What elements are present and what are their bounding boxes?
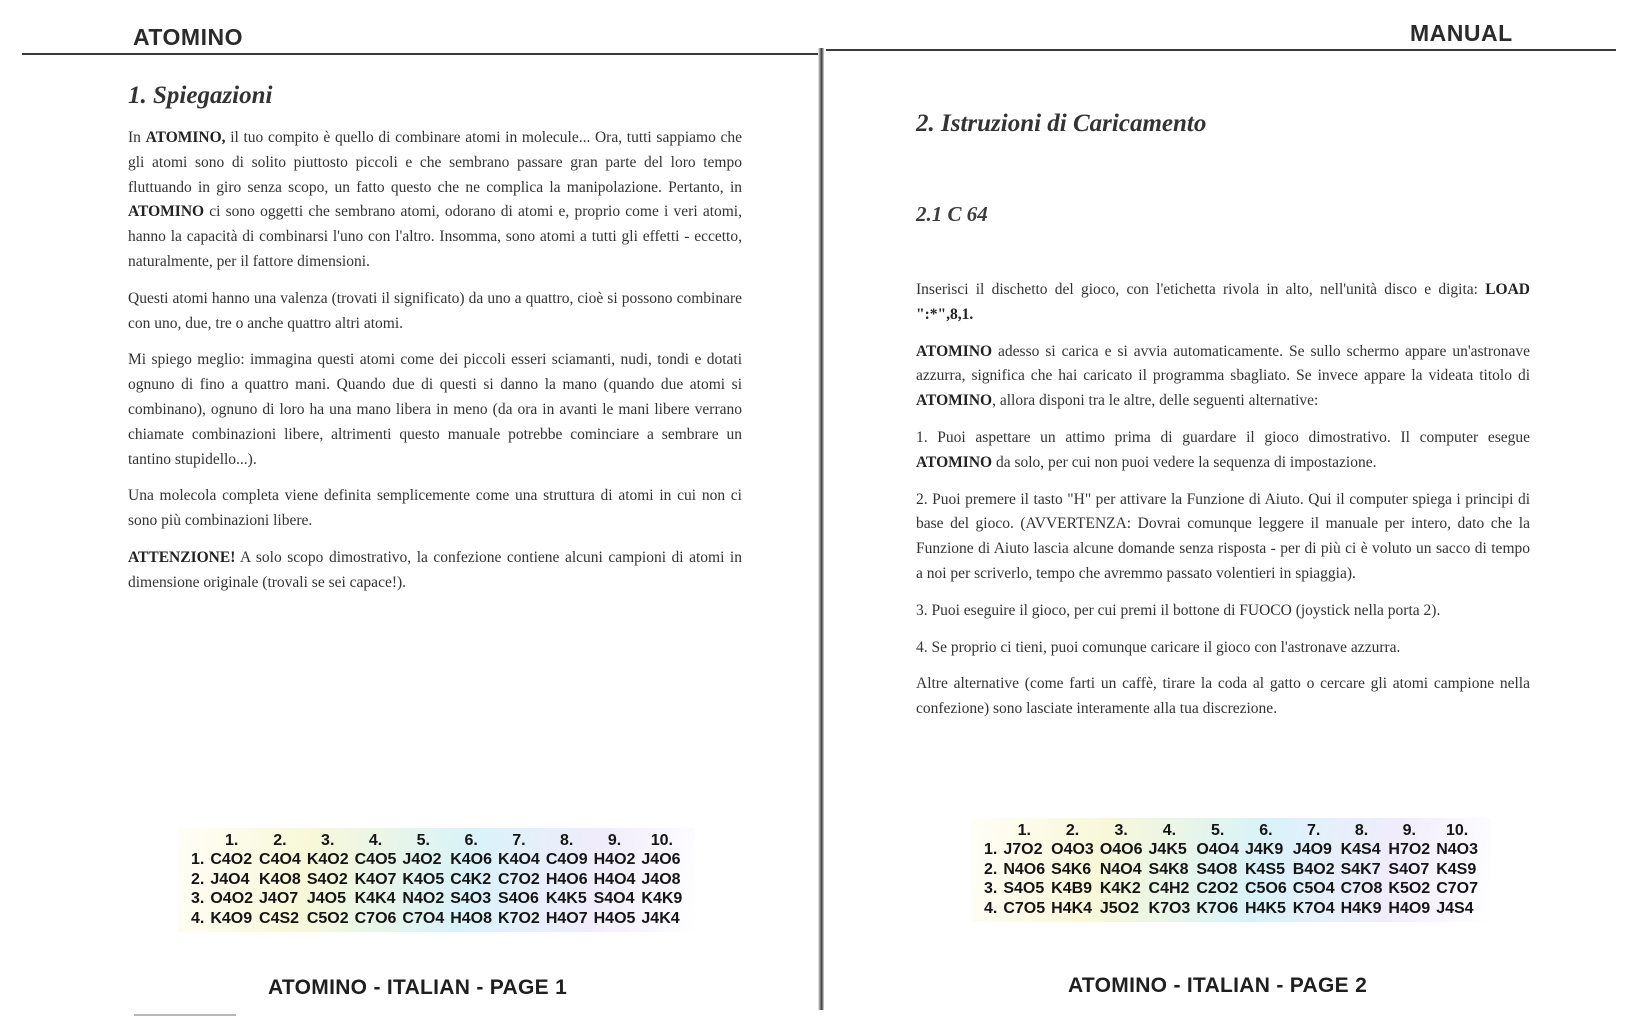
section-title-spiegazioni: 1. Spiegazioni <box>128 82 273 109</box>
code-table-cell: C7O6 <box>354 909 397 927</box>
code-table-cell: S4K7 <box>1340 860 1381 878</box>
code-table-cell: K4S4 <box>1340 841 1381 859</box>
header-rule-left <box>22 53 822 55</box>
paragraph <box>916 636 1530 661</box>
code-table-cell: S4O7 <box>1388 860 1430 878</box>
code-table-cell: H4O8 <box>450 909 493 927</box>
code-table-column-header: 10. <box>1445 821 1469 839</box>
code-table-cell: C4H2 <box>1148 880 1190 898</box>
code-table-row <box>188 851 685 871</box>
code-table-cell: C4O4 <box>259 851 301 869</box>
code-table-cell: S4K6 <box>1051 860 1092 878</box>
code-table-cell: H4O4 <box>593 870 636 888</box>
code-table-row <box>981 860 1481 880</box>
text-run: adesso si carica e si avvia automaticamente. Se sullo schermo appare un'astronave azzurra, significa che hai caricato il programma sbagliato. Se invece appare la videata titolo di <box>916 342 1530 385</box>
code-table-row <box>981 841 1481 861</box>
text-run: In <box>128 129 146 146</box>
paragraph <box>128 484 742 534</box>
page-header-left: ATOMINO <box>133 24 243 50</box>
code-table-column-header: 9. <box>1402 821 1416 839</box>
code-table-row-label: 2. <box>191 870 205 888</box>
code-table-column-header: 8. <box>560 831 574 849</box>
code-table-row-label: 3. <box>191 890 205 908</box>
code-table-cell: H4O2 <box>593 851 636 869</box>
code-table-cell: K4B9 <box>1051 880 1093 898</box>
code-table-cell: S4K8 <box>1148 860 1189 878</box>
text-run: 3. Puoi eseguire il gioco, per cui premi il bottone di FUOCO (joystick nella porta 2). <box>916 601 1441 619</box>
code-table-row <box>188 890 685 910</box>
code-table-cell: K5O2 <box>1388 880 1431 898</box>
code-table-cell: C4O5 <box>354 851 397 869</box>
code-table-row-label: 3. <box>984 880 998 898</box>
bold-text: ATTENZIONE! <box>128 548 236 566</box>
code-table-cell: H4O9 <box>1388 899 1431 917</box>
code-table-cell: J4O2 <box>402 851 442 869</box>
code-table-cell: J4K4 <box>641 909 680 927</box>
bold-text: LOAD ":*",8,1. <box>916 281 1530 323</box>
right-body-text <box>916 278 1530 734</box>
code-table-cell: S4O8 <box>1196 860 1238 878</box>
text-run: Inserisci il dischetto del gioco, con l'etichetta rivola in alto, nell'unità disco e digita: <box>916 281 1486 298</box>
code-table-header-row <box>981 821 1481 841</box>
code-table-cell: C4O9 <box>545 851 588 869</box>
code-table-cell: C7O7 <box>1436 880 1478 898</box>
code-table-column-header: 4. <box>368 831 383 849</box>
code-table-cell: H7O2 <box>1388 841 1431 859</box>
code-table-cell: H4O7 <box>545 909 588 927</box>
code-table-right <box>971 818 1491 922</box>
code-table-cell: J7O2 <box>1003 841 1043 859</box>
paragraph <box>916 340 1530 414</box>
bold-text: ATOMINO <box>916 453 993 471</box>
bold-text: ATOMINO, <box>145 129 226 146</box>
text-run: da solo, per cui non puoi vedere la sequenza di impostazione. <box>992 453 1377 471</box>
paragraph <box>128 126 742 275</box>
code-table-column-header: 9. <box>607 831 622 849</box>
code-table-cell: C4S2 <box>259 909 300 927</box>
code-table-cell: J4O6 <box>641 851 681 869</box>
code-table-cell: K4K4 <box>354 890 396 908</box>
code-table-cell: S4O5 <box>1003 880 1045 898</box>
code-table-cell: K7O6 <box>1196 899 1239 917</box>
text-run: 2. Puoi premere il tasto "H" per attivare la Funzione di Aiuto. Qui il computer spiega i principi di base del gioco. (AVVERTENZA: Dovrai comunque leggere il manuale per intero, dato che la Funzione di Aiuto lascia alcune domande senza risposta - per di più ci è voluto un sacco di tempo a noi per scriverlo, tempo che avremmo passato volentieri in spiaggia). <box>916 490 1530 582</box>
code-table-cell: H4O5 <box>593 909 636 927</box>
code-table-cell: K4S5 <box>1245 860 1286 878</box>
code-table-corner <box>981 821 1000 841</box>
code-table-cell: H4K5 <box>1245 899 1286 917</box>
code-table-cell: K4S9 <box>1436 860 1477 878</box>
code-table-column-header: 3. <box>1114 821 1128 839</box>
code-table-row <box>188 909 685 929</box>
paragraph <box>916 278 1530 328</box>
code-table-cell: J4K9 <box>1245 841 1284 859</box>
right-page <box>826 0 1630 1017</box>
code-table-row <box>981 880 1481 900</box>
code-table-row-label: 1. <box>984 841 998 859</box>
code-table-cell: J4O5 <box>306 890 346 908</box>
page-footer-left: ATOMINO - ITALIAN - PAGE 1 <box>268 976 568 999</box>
paragraph <box>916 426 1530 476</box>
code-table-cell: K7O2 <box>498 909 540 927</box>
code-table-column-header: 6. <box>1259 821 1273 839</box>
bold-text: ATOMINO <box>128 203 205 221</box>
code-table-row-label: 1. <box>191 851 205 869</box>
code-table-cell: C5O2 <box>306 909 349 927</box>
page-header-right: MANUAL <box>1410 20 1513 46</box>
code-table-cell: S4O6 <box>498 890 539 908</box>
code-table-cell: H4K4 <box>1051 899 1093 917</box>
code-table-cell: K7O4 <box>1292 899 1335 917</box>
code-table-row-label: 4. <box>191 909 205 927</box>
code-table-column-header: 5. <box>1210 821 1225 839</box>
code-table-row <box>188 870 685 890</box>
code-table-cell: K4O5 <box>402 870 445 888</box>
bold-text: ATOMINO <box>916 342 993 360</box>
code-table-row <box>981 899 1481 919</box>
code-table-cell: C7O4 <box>402 909 445 927</box>
code-table-cell: K4O9 <box>210 909 253 927</box>
page-footer-right: ATOMINO - ITALIAN - PAGE 2 <box>1068 974 1368 997</box>
code-table-cell: C5O6 <box>1245 880 1287 898</box>
paragraph <box>916 599 1530 624</box>
code-table-cell: C4O2 <box>210 851 253 869</box>
code-table-column-header: 7. <box>512 831 526 849</box>
code-table-cell: O4O6 <box>1099 841 1143 859</box>
paragraph <box>916 672 1530 722</box>
code-table-column-header: 1. <box>225 831 239 849</box>
code-table-cell: H4K9 <box>1340 899 1382 917</box>
code-table-corner <box>188 831 207 851</box>
code-table-column-header: 4. <box>1162 821 1177 839</box>
crop-mark <box>134 1014 236 1016</box>
text-run: 4. Se proprio ci tieni, puoi comunque caricare il gioco con l'astronave azzurra. <box>916 638 1401 656</box>
code-table-cell: N4O6 <box>1003 860 1046 878</box>
text-run: , allora disponi tra le altre, delle seguenti alternative: <box>992 392 1319 410</box>
paragraph <box>128 348 742 472</box>
code-table-column-header: 3. <box>321 831 335 849</box>
code-table-cell: S4O4 <box>593 890 635 908</box>
code-table-cell: N4O4 <box>1099 860 1142 878</box>
section-title-caricamento: 2. Istruzioni di Caricamento <box>916 110 1207 137</box>
code-table-cell: K7O3 <box>1148 899 1191 917</box>
text-run: 1. Puoi aspettare un attimo prima di guardare il gioco dimostrativo. Il computer esegue <box>916 428 1530 446</box>
code-table-cell: C7O5 <box>1003 899 1046 917</box>
paragraph <box>128 546 742 596</box>
code-table-cell: S4O3 <box>450 890 492 908</box>
code-table-row-label: 2. <box>984 860 998 878</box>
paragraph <box>916 488 1530 587</box>
code-table-cell: S4O2 <box>306 870 348 888</box>
book-spine <box>818 48 824 1010</box>
text-run: Una molecola completa viene definita semplicemente come una struttura di atomi in cui non ci sono più combinazioni libere. <box>128 487 742 530</box>
code-table-cell: O4O3 <box>1051 841 1094 859</box>
code-table-cell: C7O2 <box>498 870 540 888</box>
text-run: Questi atomi hanno una valenza (trovati il significato) da uno a quattro, cioè si possono combinare con uno, due, tre o anche quattro altri atomi. <box>128 289 742 332</box>
code-table-cell: C4K2 <box>450 870 492 888</box>
header-rule-right <box>826 49 1616 51</box>
code-table-cell: N4O3 <box>1436 841 1478 859</box>
code-table-column-header: 5. <box>416 831 430 849</box>
code-table-cell: J4O8 <box>641 870 681 888</box>
code-table-column-header: 2. <box>273 831 287 849</box>
text-run: Altre alternative (come farti un caffè, tirare la coda al gatto o cercare gli atomi campione nella confezione) sono lasciate interamente alla tua discrezione. <box>916 675 1530 718</box>
code-table-column-header: 2. <box>1065 821 1080 839</box>
code-table-cell: K4K5 <box>545 890 587 908</box>
code-table-left <box>178 828 695 932</box>
text-run: Mi spiego meglio: immagina questi atomi come dei piccoli esseri sciamanti, nudi, tondi e dotati ognuno di fino a quattro mani. Quando due di questi si danno la mano (quando due atomi si combinano), ognuno di loro ha una mano libera in meno (da ora in avanti le mani libere verrano chiamate combinazioni libere, altrimenti questo manuale potrebbe cominciare a sembrare un tantino stupidello...). <box>128 351 742 468</box>
code-table-cell: N4O2 <box>402 890 445 908</box>
code-table-cell: C2O2 <box>1196 880 1239 898</box>
text-run: il tuo compito è quello di combinare atomi in molecule... Ora, tutti sappiamo che gli atomi sono di solito piuttosto piccoli e che sembrano passare gran parte del loro tempo fluttuando in giro senza scopo, un fatto questo che ne complica la manipolazione. Pertanto, in <box>128 129 742 196</box>
paragraph <box>128 287 742 337</box>
code-table-cell: J4O4 <box>210 870 250 888</box>
code-table-cell: K4O2 <box>306 851 349 869</box>
code-table-cell: C5O4 <box>1292 880 1335 898</box>
code-table-column-header: 6. <box>464 831 478 849</box>
left-body-text <box>128 126 742 608</box>
code-table-cell: H4O6 <box>545 870 588 888</box>
code-table-cell: J4O9 <box>1292 841 1332 859</box>
code-table-column-header: 7. <box>1307 821 1321 839</box>
code-table-cell: B4O2 <box>1292 860 1335 878</box>
code-table-cell: O4O2 <box>210 890 254 908</box>
bold-text: ATOMINO <box>916 392 993 410</box>
subsection-title-c64: 2.1 C 64 <box>916 202 988 226</box>
code-table-header-row <box>188 831 685 851</box>
code-table-cell: K4O7 <box>354 870 397 888</box>
code-table-cell: J4O7 <box>259 890 299 908</box>
text-run: ci sono oggetti che sembrano atomi, odorano di atomi e, proprio come i veri atomi, hanno la capacità di combinarsi l'uno con l'altro. Insomma, sono atomi a tutti gli effetti - eccetto, naturalmente, per il fattore dimensioni. <box>128 203 742 270</box>
code-table-cell: C7O8 <box>1340 880 1383 898</box>
code-table-column-header: 10. <box>650 831 673 849</box>
code-table-cell: J4S4 <box>1436 899 1474 917</box>
code-table-cell: J5O2 <box>1099 899 1139 917</box>
code-table-cell: K4K2 <box>1099 880 1141 898</box>
code-table-cell: K4O8 <box>259 870 301 888</box>
code-table-row-label: 4. <box>984 899 998 917</box>
code-table-cell: K4O6 <box>450 851 493 869</box>
code-table-column-header: 8. <box>1354 821 1369 839</box>
code-table-cell: J4K5 <box>1148 841 1187 859</box>
code-table-column-header: 1. <box>1017 821 1031 839</box>
code-table-cell: K4O4 <box>498 851 540 869</box>
code-table-cell: K4K9 <box>641 890 683 908</box>
text-run: A solo scopo dimostrativo, la confezione contiene alcuni campioni di atomi in dimensione originale (trovali se sei capace!). <box>128 548 742 591</box>
code-table-cell: O4O4 <box>1196 841 1239 859</box>
